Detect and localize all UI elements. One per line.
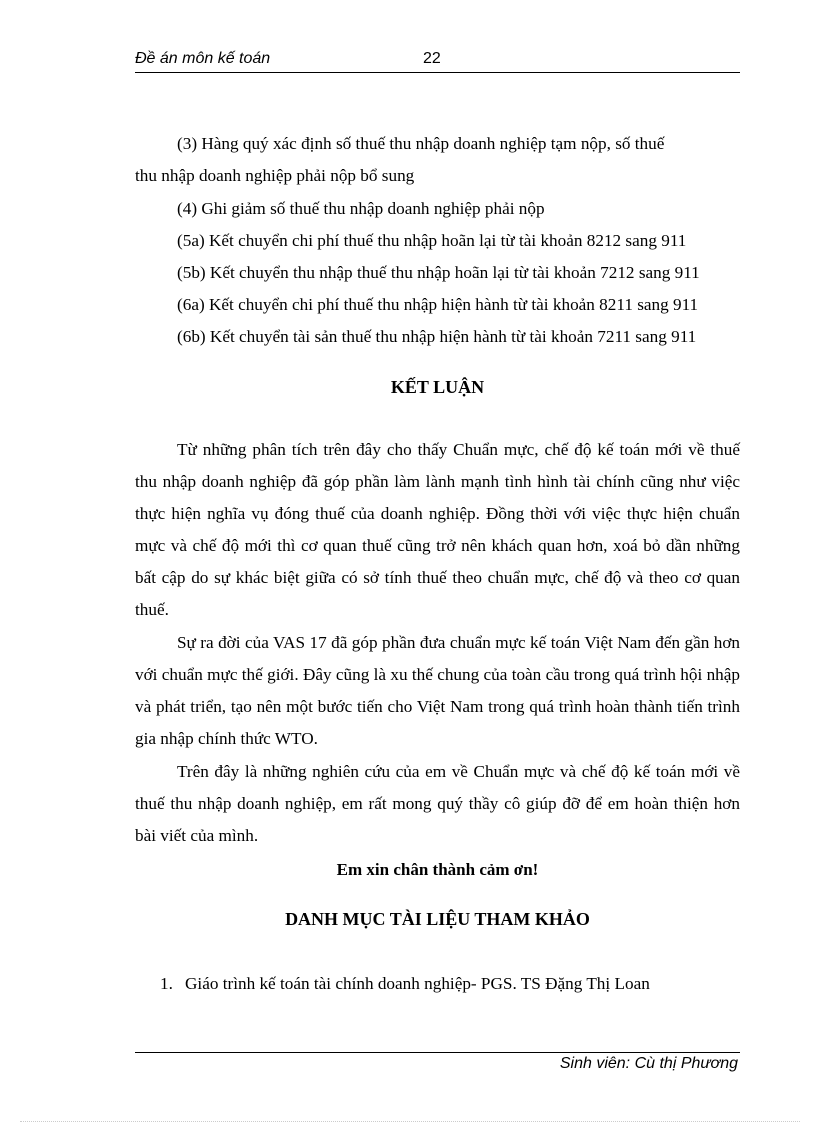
conclusion-paragraph: Từ những phân tích trên đây cho thấy Chuẩn mực, chế độ kế toán mới về thuế thu nhập doanh nghiệp đã góp phần làm lành mạnh tình hình tài chính cũng như việc thực hiện nghĩa vụ đóng thuế của doanh nghiệp. Đồng thời với việc thực hiện chuẩn mực và chế độ mới thì cơ quan thuế cũng trở nên khách quan hơn, xoá bỏ dần những bất cập do sự khác biệt giữa có sở tính thuế theo chuẩn mực, chế độ và theo cơ quan thuế. bbox=[135, 440, 740, 619]
page-bottom-dotted-divider bbox=[20, 1121, 800, 1122]
conclusion-heading: KẾT LUẬN bbox=[390, 377, 485, 397]
references-heading: DANH MỤC TÀI LIỆU THAM KHẢO bbox=[285, 909, 590, 929]
thanks-line: Em xin chân thành cảm ơn! bbox=[336, 860, 539, 879]
list-item: (6a) Kết chuyển chi phí thuế thu nhập hiện hành từ tài khoản 8211 sang 911 bbox=[177, 295, 699, 314]
reference-item: Giáo trình kế toán tài chính doanh nghiệp- PGS. TS Đặng Thị Loan bbox=[185, 974, 650, 993]
conclusion-paragraph: Sự ra đời của VAS 17 đã góp phần đưa chuẩn mực kế toán Việt Nam đến gần hơn với chuẩn mực thế giới. Đây cũng là xu thế chung của toàn cầu trong quá trình hội nhập và phát triển, tạo nên một bước tiến cho Việt Nam trong quá trình hoàn thành tiến trình gia nhập chính thức WTO. bbox=[135, 633, 740, 748]
footer-author: Sinh viên: Cù thị Phương bbox=[559, 1055, 738, 1072]
reference-number: 1. bbox=[160, 974, 173, 993]
page-footer bbox=[135, 1052, 740, 1072]
list-item: (5a) Kết chuyển chi phí thuế thu nhập hoãn lại từ tài khoản 8212 sang 911 bbox=[177, 231, 687, 250]
list-item: (3) Hàng quý xác định số thuế thu nhập doanh nghiệp tạm nộp, số thuế bbox=[177, 134, 665, 153]
list-item-continuation: thu nhập doanh nghiệp phải nộp bổ sung bbox=[135, 166, 415, 185]
header-title: Đề án môn kế toán bbox=[135, 50, 271, 67]
conclusion-paragraph: Trên đây là những nghiên cứu của em về Chuẩn mực và chế độ kế toán mới về thuế thu nhập doanh nghiệp, em rất mong quý thầy cô giúp đỡ để em hoàn thiện hơn bài viết của mình. bbox=[135, 762, 740, 845]
list-item: (5b) Kết chuyển thu nhập thuế thu nhập hoãn lại từ tài khoản 7212 sang 911 bbox=[177, 263, 700, 282]
list-item: (6b) Kết chuyển tài sản thuế thu nhập hiện hành từ tài khoản 7211 sang 911 bbox=[177, 327, 697, 346]
page-number: 22 bbox=[423, 50, 441, 67]
list-item: (4) Ghi giảm số thuế thu nhập doanh nghiệp phải nộp bbox=[177, 199, 545, 218]
page-header bbox=[135, 50, 740, 73]
